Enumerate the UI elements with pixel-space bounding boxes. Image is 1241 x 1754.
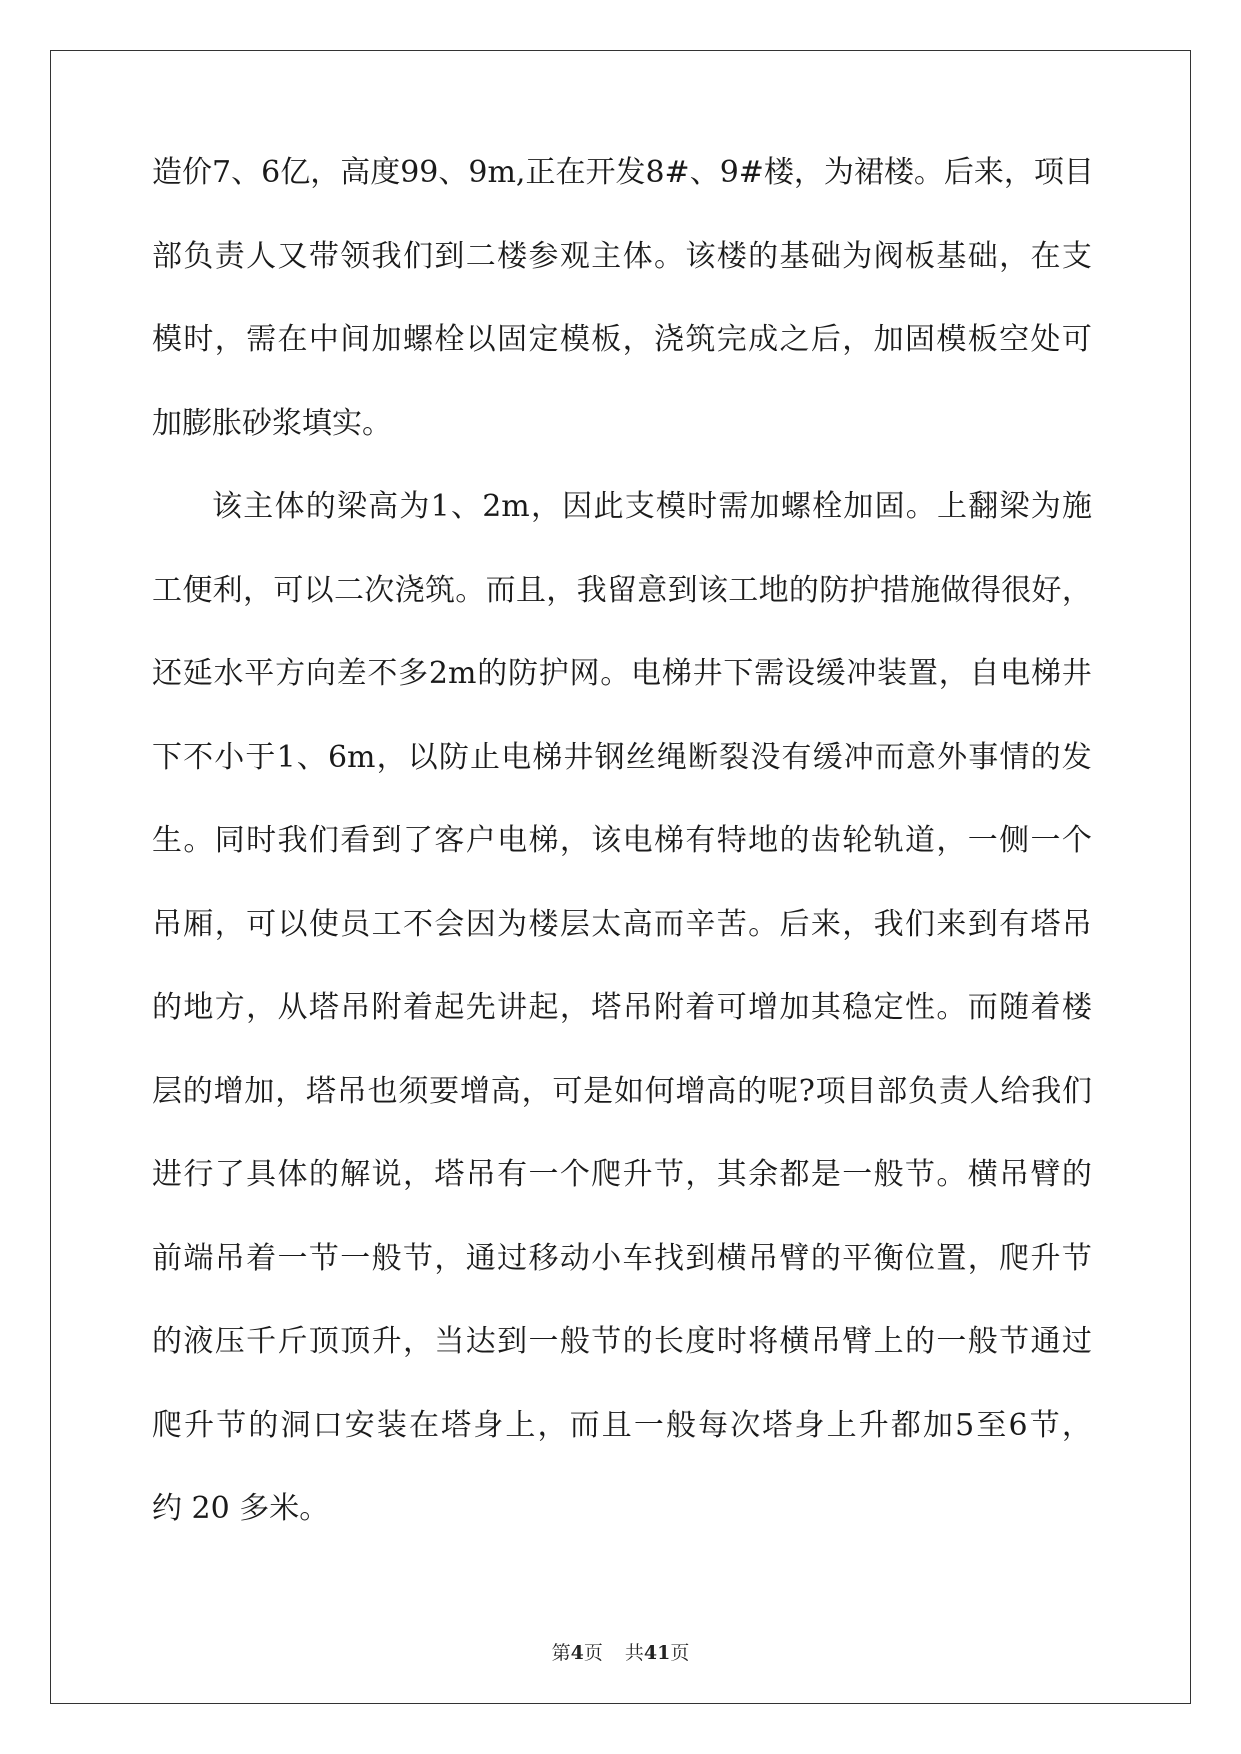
footer-page-prefix: 第 [551,1642,571,1664]
text-line: 生 。 同 时 我 们 看 到 了 客 户 电 梯 ， 该 电 梯 有 特 地 的 齿 轮 轨 道 ， 一 侧 一 个 [152,823,1092,858]
text-line: 该 主 体 的 梁 高 为 1 、 2m ， 因 此 支 模 时 需 加 螺 栓 加 固 。 上 翻 梁 为 施 [212,489,1092,524]
page-footer [0,1638,1241,1665]
text-line: 前 端 吊 着 一 节 一 般 节 ， 通 过 移 动 小 车 找 到 横 吊 臂 的 平 衡 位 置 ， 爬 升 节 [152,1240,1092,1276]
footer-total-pages: 41 [643,1642,671,1664]
footer-page-suffix: 页 [583,1642,603,1664]
body-text [152,155,1094,1578]
text-line: 爬 升 节 的 洞 口 安 装 在 塔 身 上 ， 而 且 一 般 每 次 塔 身 上 升 都 加 5 至 6 节 ， [152,1407,1092,1443]
text-line: 模 时 ， 需 在 中 间 加 螺 栓 以 固 定 模 板 ， 浇 筑 完 成 之 后 ， 加 固 模 板 空 处 可 [152,322,1092,357]
text-line: 约 20 多米。 [152,1491,330,1526]
footer-total-suffix: 页 [670,1642,690,1664]
text-line: 层 的 增 加 ， 塔 吊 也 须 要 增 高 ， 可 是 如 何 增 高 的 呢 ? 项 目 部 负 责 人 给 我 们 [152,1073,1092,1109]
text-line: 下 不 小 于 1 、 6m ， 以 防 止 电 梯 井 钢 丝 绳 断 裂 没 有 缓 冲 而 意 外 事 情 的 发 [152,739,1092,775]
text-line: 加膨胀砂浆填实。 [152,405,392,441]
text-line: 进 行 了 具 体 的 解 说 ， 塔 吊 有 一 个 爬 升 节 ， 其 余 都 是 一 般 节 。 横 吊 臂 的 [152,1157,1092,1192]
text-line: 造 价 7 、 6 亿 ， 高 度 99 、 9m, 正 在 开 发 8# 、 9# 楼 ， 为 裙 楼 。 后 来 ， 项 目 [152,155,1094,190]
text-line: 的 液 压 千 斤 顶 顶 升 ， 当 达 到 一 般 节 的 长 度 时 将 横 吊 臂 上 的 一 般 节 通 过 [152,1324,1092,1359]
text-line: 还 延 水 平 方 向 差 不 多 2m 的 防 护 网 。 电 梯 井 下 需 设 缓 冲 装 置 ， 自 电 梯 井 [152,656,1092,691]
text-line: 吊 厢 ， 可 以 使 员 工 不 会 因 为 楼 层 太 高 而 辛 苦 。 后 来 ， 我 们 来 到 有 塔 吊 [152,906,1092,942]
footer-page-number: 4 [570,1642,584,1664]
text-line: 工 便 利 ， 可 以 二 次 浇 筑 。 而 且 ， 我 留 意 到 该 工 地 的 防 护 措 施 做 得 很 好 ， [152,572,1092,608]
text-line: 部 负 责 人 又 带 领 我 们 到 二 楼 参 观 主 体 。 该 楼 的 基 础 为 阀 板 基 础 ， 在 支 [152,238,1092,274]
text-line: 的 地 方 ， 从 塔 吊 附 着 起 先 讲 起 ， 塔 吊 附 着 可 增 加 其 稳 定 性 。 而 随 着 楼 [152,990,1092,1025]
footer-total-prefix: 共 [624,1642,644,1664]
